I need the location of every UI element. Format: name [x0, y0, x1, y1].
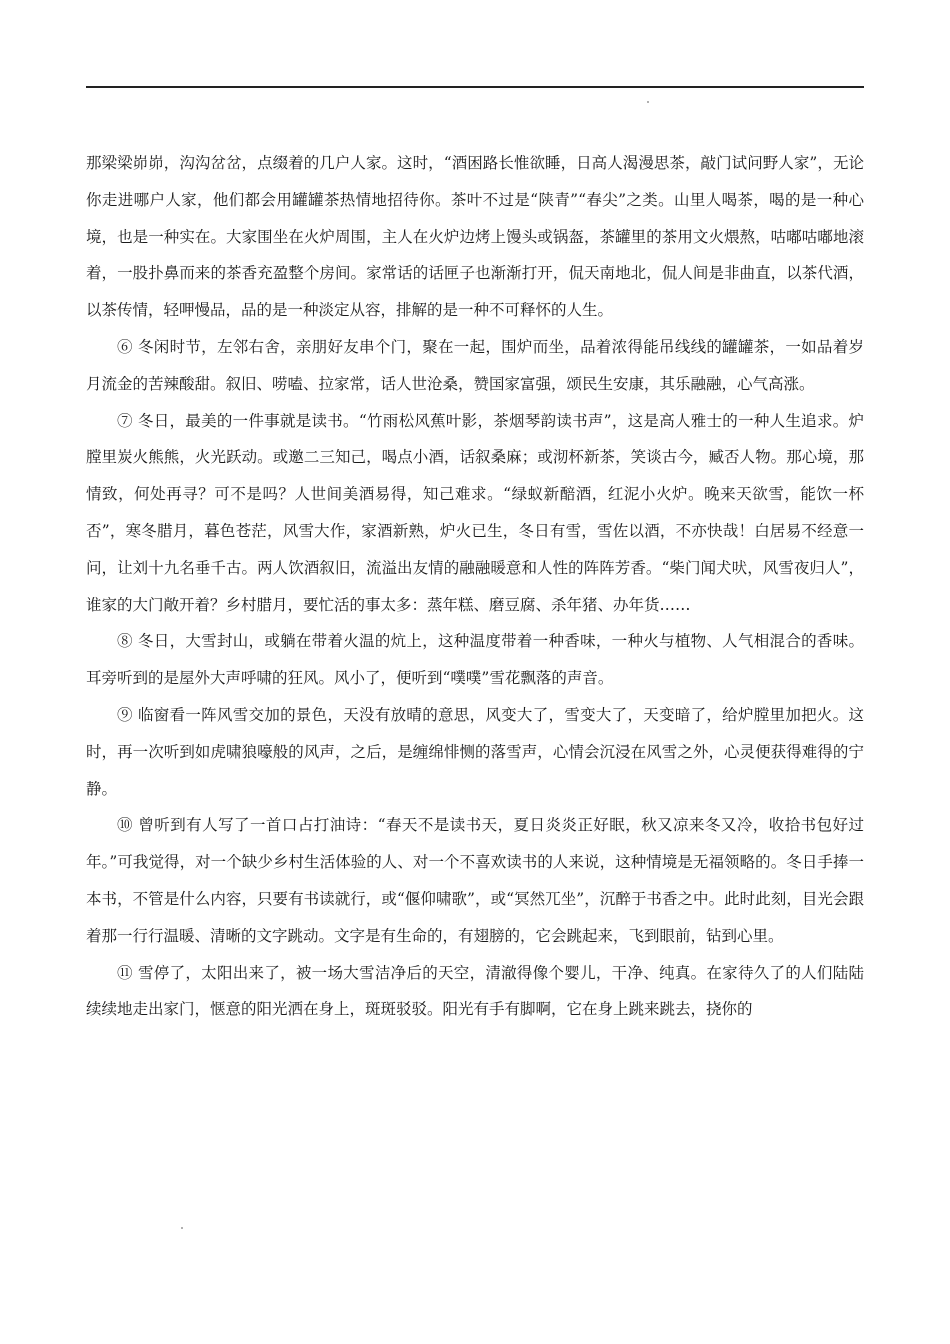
paragraph-8: ⑧ 冬日，大雪封山，或躺在带着火温的炕上，这种温度带着一种香味，一种火与植物、人气相混合的香味。耳旁听到的是屋外大声呼啸的狂风。风小了，便听到“噗噗”雪花飘落的声音。: [86, 632, 864, 688]
paragraph-7: ⑦ 冬日，最美的一件事就是读书。“竹雨松风蕉叶影，茶烟琴韵读书声”，这是高人雅士的一种人生追求。炉膛里炭火熊熊，火光跃动。或邀二三知己，喝点小酒，话叙桑麻；或沏杯新茶，笑谈古今，臧否人物。那心境，那情致，何处再寻？可不是吗？人世间美酒易得，知己难求。“绿蚁新醅酒，红泥小火炉。晚来天欲雪，能饮一杯否”，寒冬腊月，暮色苍茫，风雪大作，家酒新熟，炉火已生，冬日有雪，雪佐以酒，不亦快哉！白居易不经意一问，让刘十九名垂千古。两人饮酒叙旧，流溢出友情的融融暖意和人性的阵阵芳香。“柴门闻犬吠，风雪夜归人”，谁家的大门敞开着？乡村腊月，要忙活的事太多：蒸年糕、磨豆腐、杀年猪、办年货……: [86, 411, 864, 614]
scan-speck: [181, 1227, 183, 1229]
paragraph-9: ⑨ 临窗看一阵风雪交加的景色，天没有放晴的意思，风变大了，雪变大了，天变暗了，给炉膛里加把火。这时，再一次听到如虎啸狼嚎般的风声，之后，是缠绵悱恻的落雪声，心情会沉浸在风雪之外，心灵便获得难得的宁静。: [86, 705, 864, 798]
header-rule: [86, 86, 864, 88]
paragraph-6: ⑥ 冬闲时节，左邻右舍，亲朋好友串个门，聚在一起，围炉而坐，品着浓得能吊线线的罐罐茶，一如品着岁月流金的苦辣酸甜。叙旧、唠嗑、拉家常，话人世沧桑，赞国家富强，颂民生安康，其乐融融，心气高涨。: [86, 337, 864, 393]
paragraph-continuation: 那梁梁峁峁，沟沟岔岔，点缀着的几户人家。这时，“酒困路长惟欲睡，日高人渴漫思茶，敲门试问野人家”，无论你走进哪户人家，他们都会用罐罐茶热情地招待你。茶叶不过是“陕青”“春尖”之类。山里人喝茶，喝的是一种心境，也是一种实在。大家围坐在火炉周围，主人在火炉边烤上馒头或锅盔，茶罐里的茶用文火煨熬，咕嘟咕嘟地滚着，一股扑鼻而来的茶香充盈整个房间。家常话的话匣子也渐渐打开，侃天南地北，侃人间是非曲直，以茶代酒，以茶传情，轻呷慢品，品的是一种淡定从容，排解的是一种不可释怀的人生。: [86, 154, 864, 320]
paragraph-11: ⑪ 雪停了，太阳出来了，被一场大雪洁净后的天空，清澈得像个婴儿，干净、纯真。在家待久了的人们陆陆续续地走出家门，惬意的阳光洒在身上，斑斑驳驳。阳光有手有脚啊，它在身上跳来跳去，挠你的: [86, 963, 864, 1019]
scan-speck: [647, 101, 649, 103]
article-body: [86, 145, 864, 1028]
paragraph-10: ⑩ 曾听到有人写了一首口占打油诗：“春天不是读书天，夏日炎炎正好眠，秋又凉来冬又冷，收拾书包好过年。”可我觉得，对一个缺少乡村生活体验的人、对一个不喜欢读书的人来说，这种情境是无福领略的。冬日手捧一本书，不管是什么内容，只要有书读就行，或“偃仰啸歌”，或“冥然兀坐”，沉醉于书香之中。此时此刻，目光会跟着那一行行温暖、清晰的文字跳动。文字是有生命的，有翅膀的，它会跳起来，飞到眼前，钻到心里。: [86, 816, 864, 945]
